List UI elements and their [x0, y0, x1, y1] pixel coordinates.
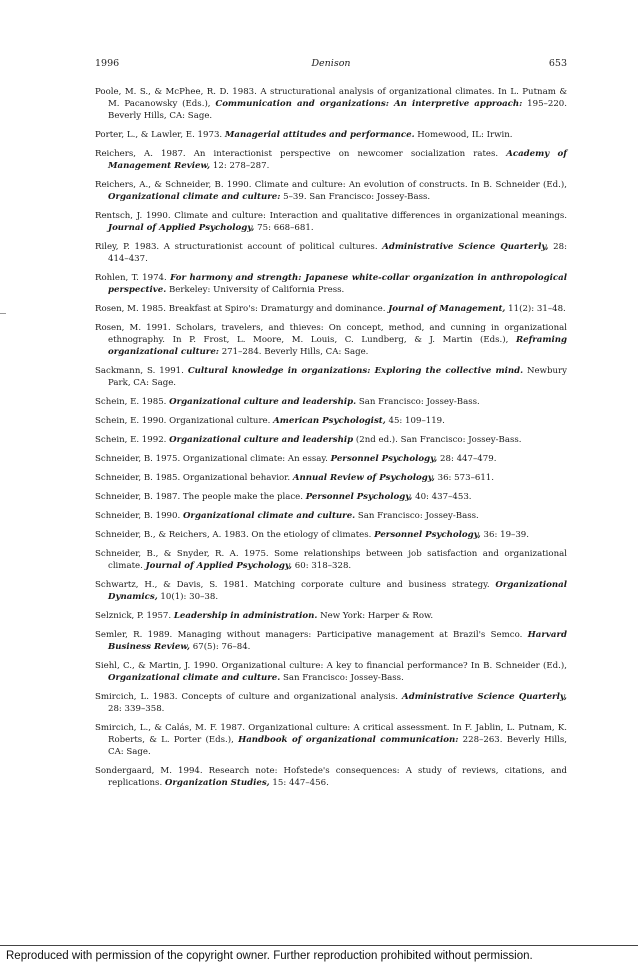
- reference-entry: Schneider, B. 1990. Organizational climate and culture. San Francisco: Jossey-Bass.: [95, 511, 479, 521]
- reference-entry: Schneider, B. 1985. Organizational behavior. Annual Review of Psychology, 36: 573–611.: [95, 473, 495, 483]
- reference-entry: Poole, M. S., & McPhee, R. D. 1983. A structurational analysis of organizational climates. In L. Putnam & M. Pacanowsky (Eds.), Communication and organizations: An interpretive approach: 195–220. Beverly Hills, CA: Sage.: [95, 87, 567, 121]
- reference-entry: Rentsch, J. 1990. Climate and culture: Interaction and qualitative differences in organizational meanings. Journal of Applied Psychology, 75: 668–681.: [95, 211, 567, 233]
- copyright-notice: Reproduced with permission of the copyright owner. Further reproduction prohibited without permission.: [6, 950, 533, 962]
- page-number: 653: [548, 58, 567, 69]
- reference-entry: Sondergaard, M. 1994. Research note: Hofstede's consequences: A study of reviews, citations, and replications. Organization Studies, 15: 447–456.: [95, 766, 567, 788]
- margin-mark: [0, 313, 6, 314]
- reference-entry: Schein, E. 1985. Organizational culture and leadership. San Francisco: Jossey-Bass.: [95, 397, 480, 407]
- reference-entry: Siehl, C., & Martin, J. 1990. Organizational culture: A key to financial performance? In B. Schneider (Ed.), Organizational climate and culture. San Francisco: Jossey-Bass.: [95, 661, 567, 683]
- reference-entry: Semler, R. 1989. Managing without managers: Participative management at Brazil's Semco. Harvard Business Review, 67(5): 76–84.: [95, 630, 567, 652]
- reference-entry: Schein, E. 1992. Organizational culture and leadership (2nd ed.). San Francisco: Jossey-Bass.: [95, 435, 522, 445]
- reference-entry: Rosen, M. 1991. Scholars, travelers, and thieves: On concept, method, and cunning in organizational ethnography. In P. Frost, L. Moore, M. Louis, C. Lundberg, & J. Martin (Eds.), Reframing organizational culture: 271–284. Beverly Hills, CA: Sage.: [95, 323, 567, 357]
- reference-entry: Smircich, L., & Calás, M. F. 1987. Organizational culture: A critical assessment. In F. Jablin, L. Putnam, K. Roberts, & L. Porter (Eds.), Handbook of organizational communication: 228–263. Beverly Hills, CA: Sage.: [95, 723, 567, 757]
- reference-entry: Schneider, B. 1975. Organizational climate: An essay. Personnel Psychology, 28: 447–479.: [95, 454, 497, 464]
- header-year: 1996: [95, 58, 120, 69]
- reference-entry: Schneider, B. 1987. The people make the place. Personnel Psychology, 40: 437–453.: [95, 492, 472, 502]
- reference-list: [95, 86, 567, 796]
- reference-entry: Selznick, P. 1957. Leadership in administration. New York: Harper & Row.: [95, 611, 434, 621]
- reference-entry: Reichers, A. 1987. An interactionist perspective on newcomer socialization rates. Academy of Management Review, 12: 278–287.: [95, 149, 567, 171]
- reference-entry: Sackmann, S. 1991. Cultural knowledge in organizations: Exploring the collective mind. Newbury Park, CA: Sage.: [95, 366, 568, 388]
- reference-entry: Riley, P. 1983. A structurationist account of political cultures. Administrative Science Quarterly, 28: 414–437.: [95, 242, 567, 264]
- reference-entry: Schein, E. 1990. Organizational culture. American Psychologist, 45: 109–119.: [95, 416, 445, 426]
- reference-entry: Smircich, L. 1983. Concepts of culture and organizational analysis. Administrative Science Quarterly, 28: 339–358.: [95, 692, 567, 714]
- header-author: Denison: [311, 58, 351, 69]
- reference-entry: Rohlen, T. 1974. For harmony and strength: Japanese white-collar organization in anthropological perspective. Berkeley: University of California Press.: [95, 273, 567, 295]
- reference-entry: Schneider, B., & Snyder, R. A. 1975. Some relationships between job satisfaction and organizational climate. Journal of Applied Psychology, 60: 318–328.: [95, 549, 567, 571]
- reference-entry: Reichers, A., & Schneider, B. 1990. Climate and culture: An evolution of constructs. In B. Schneider (Ed.), Organizational climate and culture: 5–39. San Francisco: Jossey-Bass.: [95, 180, 567, 202]
- reference-entry: Schneider, B., & Reichers, A. 1983. On the etiology of climates. Personnel Psychology, 36: 19–39.: [95, 530, 530, 540]
- reference-entry: Porter, L., & Lawler, E. 1973. Managerial attitudes and performance. Homewood, IL: Irwin.: [95, 130, 513, 140]
- reference-entry: Schwartz, H., & Davis, S. 1981. Matching corporate culture and business strategy. Organizational Dynamics, 10(1): 30–38.: [95, 580, 567, 602]
- reference-entry: Rosen, M. 1985. Breakfast at Spiro's: Dramaturgy and dominance. Journal of Management, 11(2): 31–48.: [95, 304, 566, 314]
- running-header: [95, 58, 567, 72]
- copyright-footer: [0, 945, 638, 980]
